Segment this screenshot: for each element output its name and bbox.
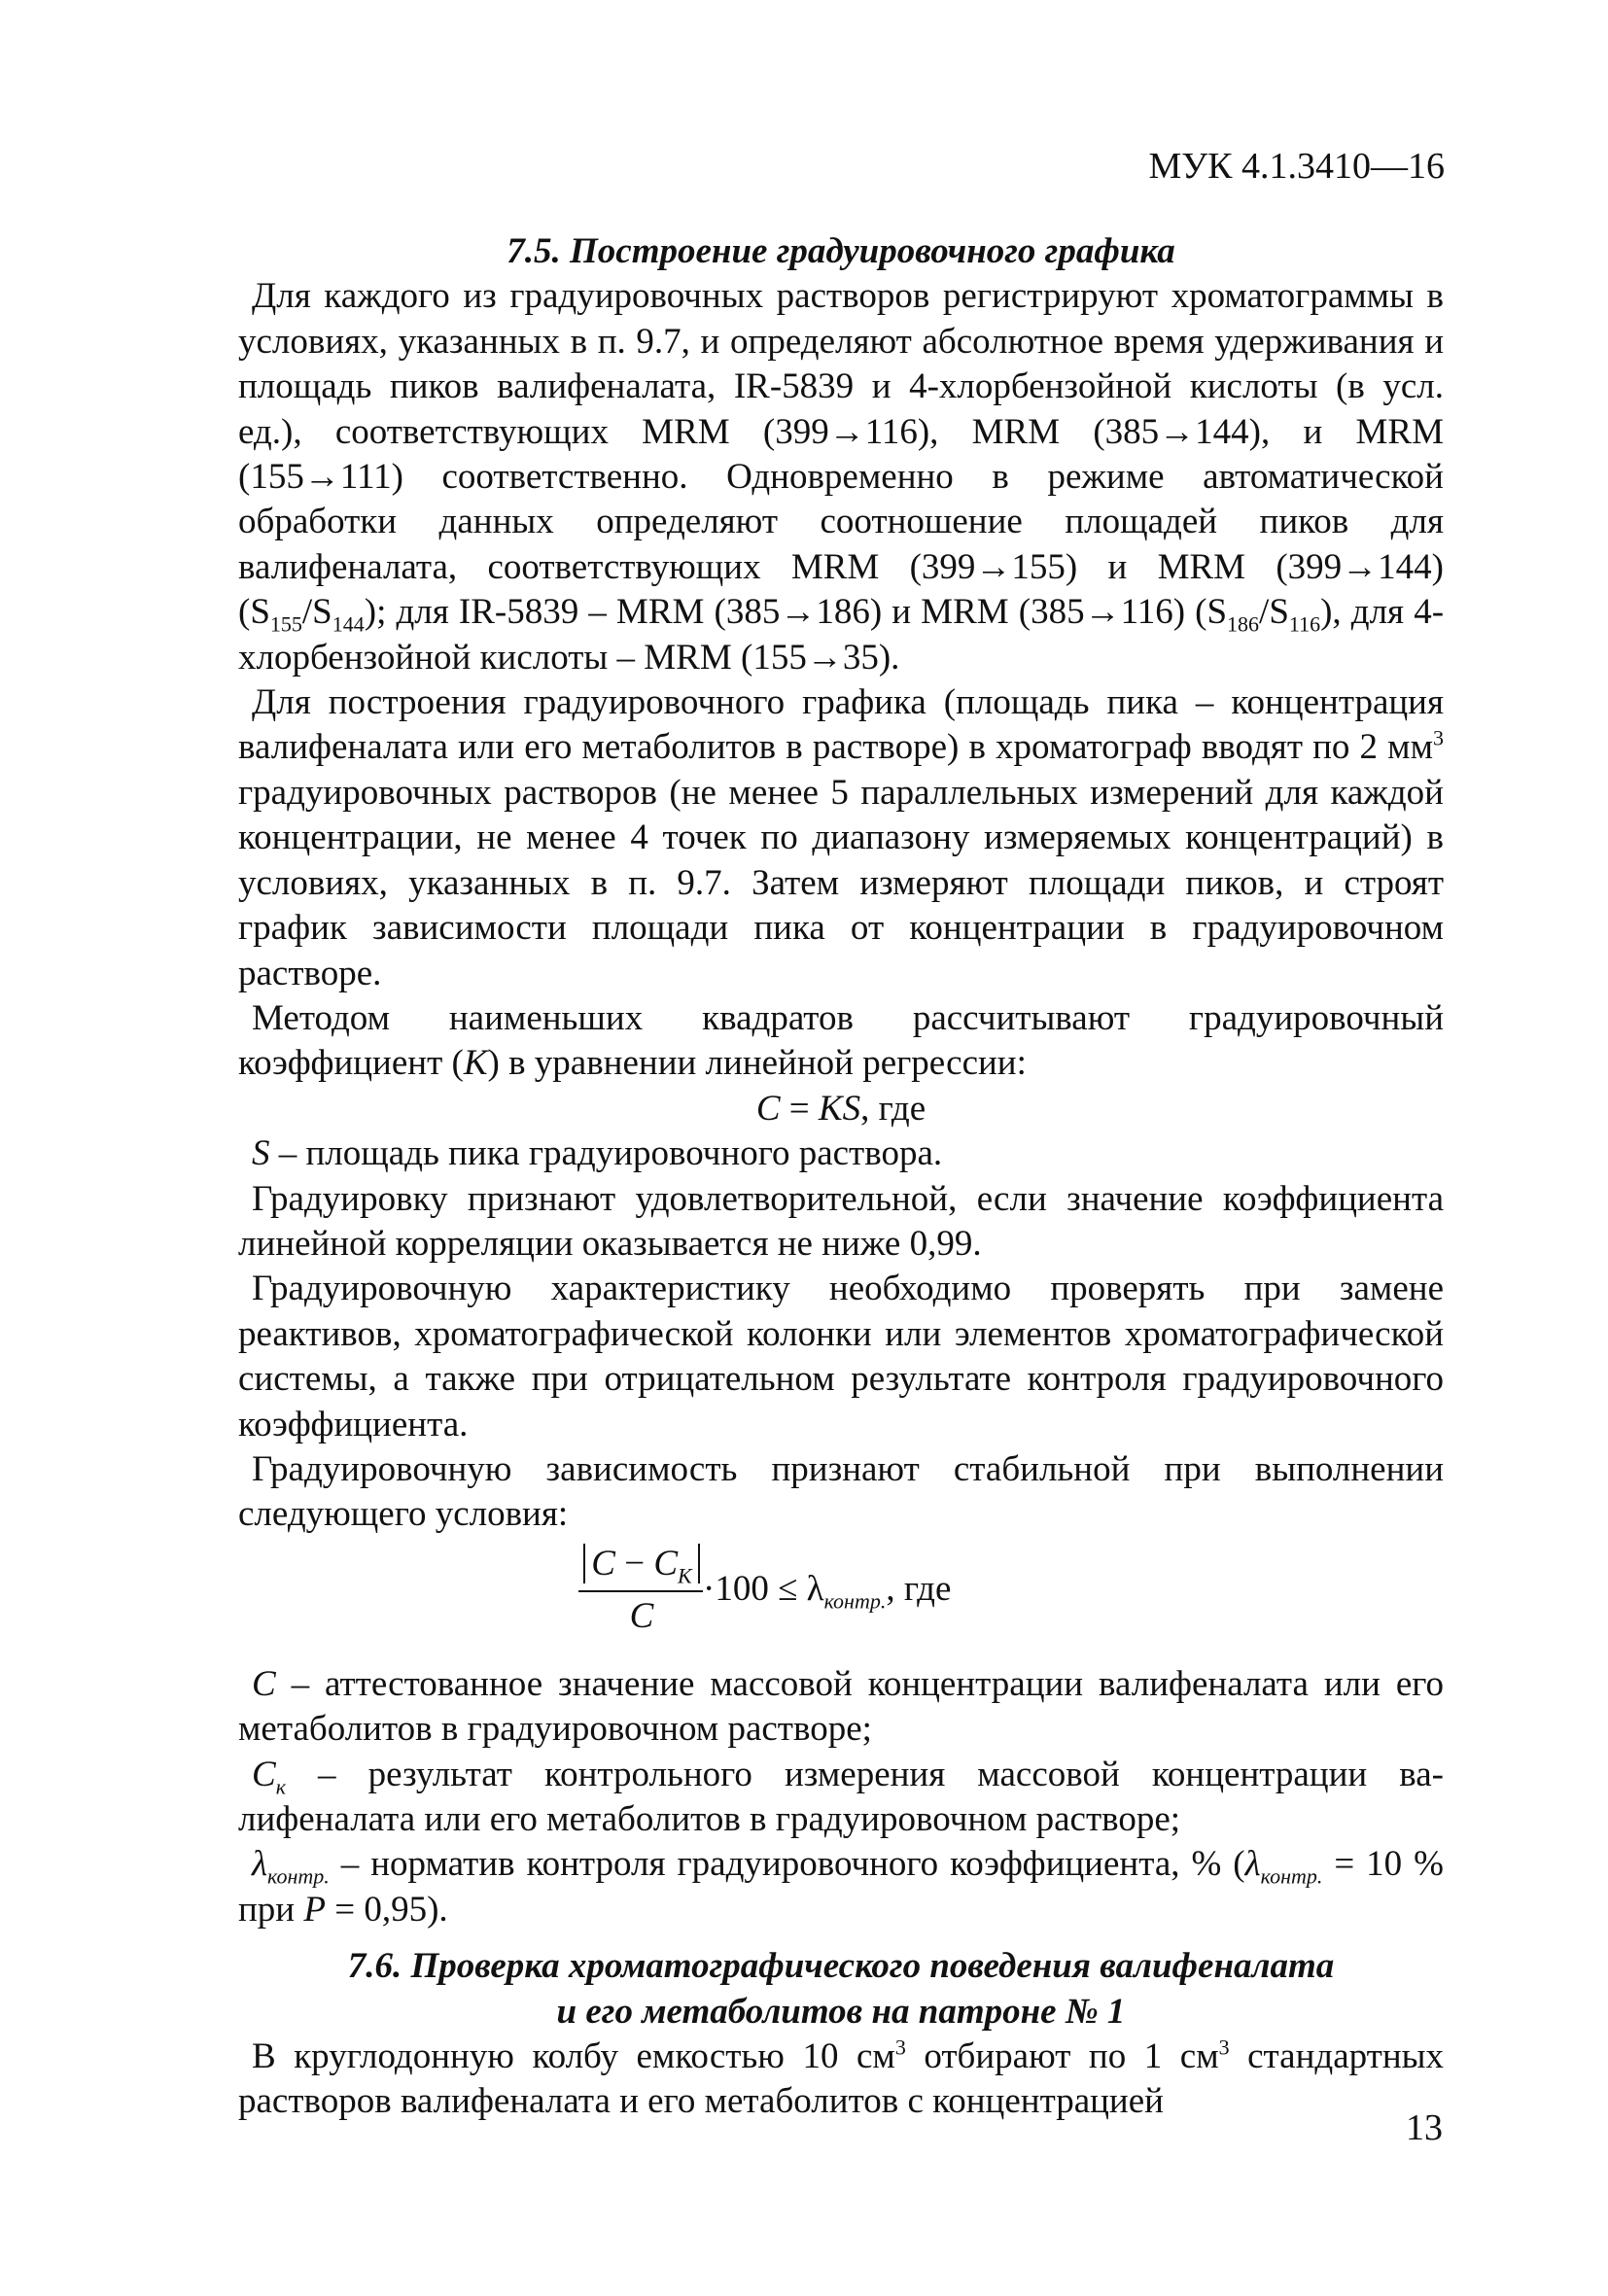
section-7-6-heading (238, 1944, 1444, 2035)
definition-c: C – аттестованное значение массовой концентрации валифеналата или его метаболитов в градуировочном растворе; (238, 1663, 1444, 1750)
page-number: 13 (1406, 2107, 1443, 2148)
fraction-bar (578, 1590, 703, 1592)
section-7-6-title-line1: Проверка хроматографического поведения валифеналата (410, 1946, 1335, 1987)
definition-lambda: $\lambda_{контр.}$ – норматив контроля градуировочного коэффициента, % ($\lambda_{контр.} = 10$ % при P = 0,95). (238, 1844, 1444, 1930)
section-7-5-title: Построение градуировочного графика (570, 231, 1175, 271)
document-code-header: МУК 4.1.3410—16 (1148, 146, 1445, 187)
definition-ck: $C_к$ – результат контрольного измерения массовой концентрации валифеналата или его метаболитов в градуировочном растворе; (238, 1754, 1444, 1839)
section-7-5-heading (238, 229, 1444, 274)
paragraph-round-bottom-flask: В круглодонную колбу емкостью 10 $см^3$ отбирают по 1 $см^3$ стандартных растворов валифеналата и его метаболитов с концентрацией (238, 2035, 1444, 2122)
paragraph-chromatograms: Для каждого из градуировочных растворов регистрируют хроматограммы в условиях, указанных в п. 9.7, и определяют абсолютное время удерживания и площадь пиков валифеналата, IR-5839 и 4-хлорбензойной кислоты (в усл. ед.), соответствующих MRM (399→116), MRM (385→144), и MRM (155→111) соответственно. Одновременно в режиме автоматической обработки данных определяют соотношение площадей пиков для валифеналата, соответствующих MRM (399→155) и MRM (399→144) $(S_{155}/S_{144})$; для IR-5839 – MRM (385→186) и MRM (385→116) $(S_{186}/S_{116})$, для 4-хлорбензойной кислоты – MRM (155→35). (238, 276, 1445, 678)
formula-denominator: C (629, 1595, 654, 1636)
paragraph-least-squares: Методом наименьших квадратов рассчитывают градуировочный коэффициент (K) в уравнении линейной регрессии: (238, 997, 1444, 1084)
paragraph-check-calibration: Градуировочную характеристику необходимо проверять при замене реактивов, хроматографической колонки или элементов хроматографической системы, а также при отрицательном результате контроля градуировочного коэффициента. (238, 1269, 1444, 1444)
equation-c-ks: C = KS, где (755, 1088, 926, 1129)
paragraph-stability: Градуировочную зависимость признают стабильной при выполнении следующего условия: (238, 1448, 1444, 1535)
formula-numerator: $C - C_K$ (578, 1542, 705, 1586)
section-7-6-number: 7.6. (347, 1946, 402, 1987)
formula-rest: $\cdot 100 \le \lambda_{контр.}$, где (703, 1568, 952, 1614)
section-7-5-number: 7.5. (507, 231, 561, 271)
stability-formula (238, 1540, 1444, 1654)
page-content (238, 229, 1444, 2125)
section-7-6-title-line2: и его метаболитов на патроне № 1 (556, 1991, 1126, 2032)
definition-s: S – площадь пика градуировочного раствора. (252, 1133, 943, 1174)
paragraph-calibration-plot: Для построения градуировочного графика (площадь пика – концентрация валифеналата или его метаболитов в растворе) в хроматограф вводят по 2 $мм^3$ градуировочных растворов (не менее 5 параллельных измерений для каждой концентрации, не менее 4 точек по диапазону измеряемых концентраций) в условиях, указанных в п. 9.7. Затем измеряют площади пиков, и строят график зависимости площади пика от концентрации в градуировочном растворе. (238, 682, 1444, 993)
paragraph-correlation: Градуировку признают удовлетворительной, если значение коэффициента линейной корреляции оказывается не ниже 0,99. (238, 1178, 1444, 1264)
